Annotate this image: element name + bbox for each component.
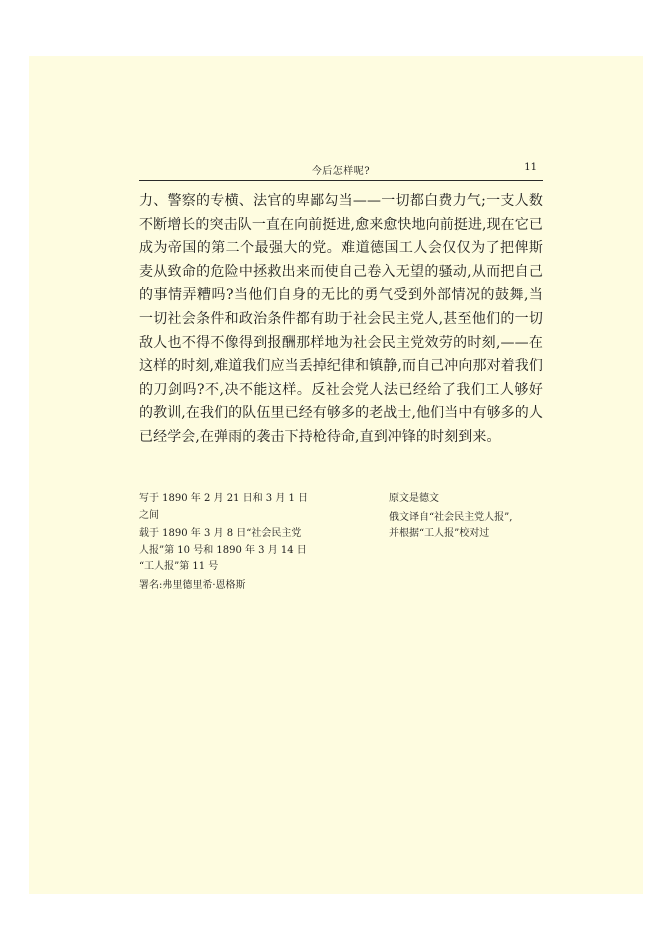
running-title: 今后怎样呢? [311, 166, 371, 177]
original-language-line: 原文是德文 [389, 493, 439, 504]
written-date-line-2: 之间 [139, 509, 159, 521]
book-page [29, 56, 643, 894]
written-date-line-1: 写于 1890 年 2 月 21 日和 3 月 1 日 [139, 493, 309, 504]
source-notes-right [389, 491, 559, 543]
published-line-2: 人报”第 10 号和 1890 年 3 月 14 日 [139, 544, 307, 556]
body-paragraph: 力、警察的专横、法官的卑鄙勾当——一切都白费力气;一支人数不断增长的突击队一直在向前挺进,愈来愈快地向前挺进,现在它已成为帝国的第二个最强大的党。难道德国工人会仅仅为了把俾斯麦从致命的危险中拯救出来而使自己卷入无望的骚动,从而把自己的事情弄糟吗?当他们自身的无比的勇气受到外部情况的鼓舞,当一切社会条件和政治条件都有助于社会民主党人,甚至他们的一切敌人也不得不像得到报酬那样地为社会民主党效劳的时刻,——在这样的时刻,难道我们应当丢掉纪律和镇静,而自己冲向那对着我们的刀剑吗?不,决不能这样。反社会党人法已经给了我们工人够好的教训,在我们的队伍里已经有够多的老战士,他们当中有够多的人已经学会,在弹雨的袭击下持枪待命,直到冲锋的时刻到来。 [139, 193, 543, 445]
source-notes-left [139, 491, 329, 594]
page-number: 11 [524, 162, 537, 173]
published-line-3: “工人报”第 11 号 [139, 561, 219, 572]
published-line-1: 载于 1890 年 3 月 8 日“社会民主党 [139, 528, 302, 539]
signature-line: 署名:弗里德里希·恩格斯 [139, 579, 246, 591]
translation-line-2: 并根据“工人报”校对过 [389, 528, 490, 539]
translation-line-1: 俄文译自“社会民主党人报”, [389, 511, 513, 523]
running-header [139, 158, 543, 181]
